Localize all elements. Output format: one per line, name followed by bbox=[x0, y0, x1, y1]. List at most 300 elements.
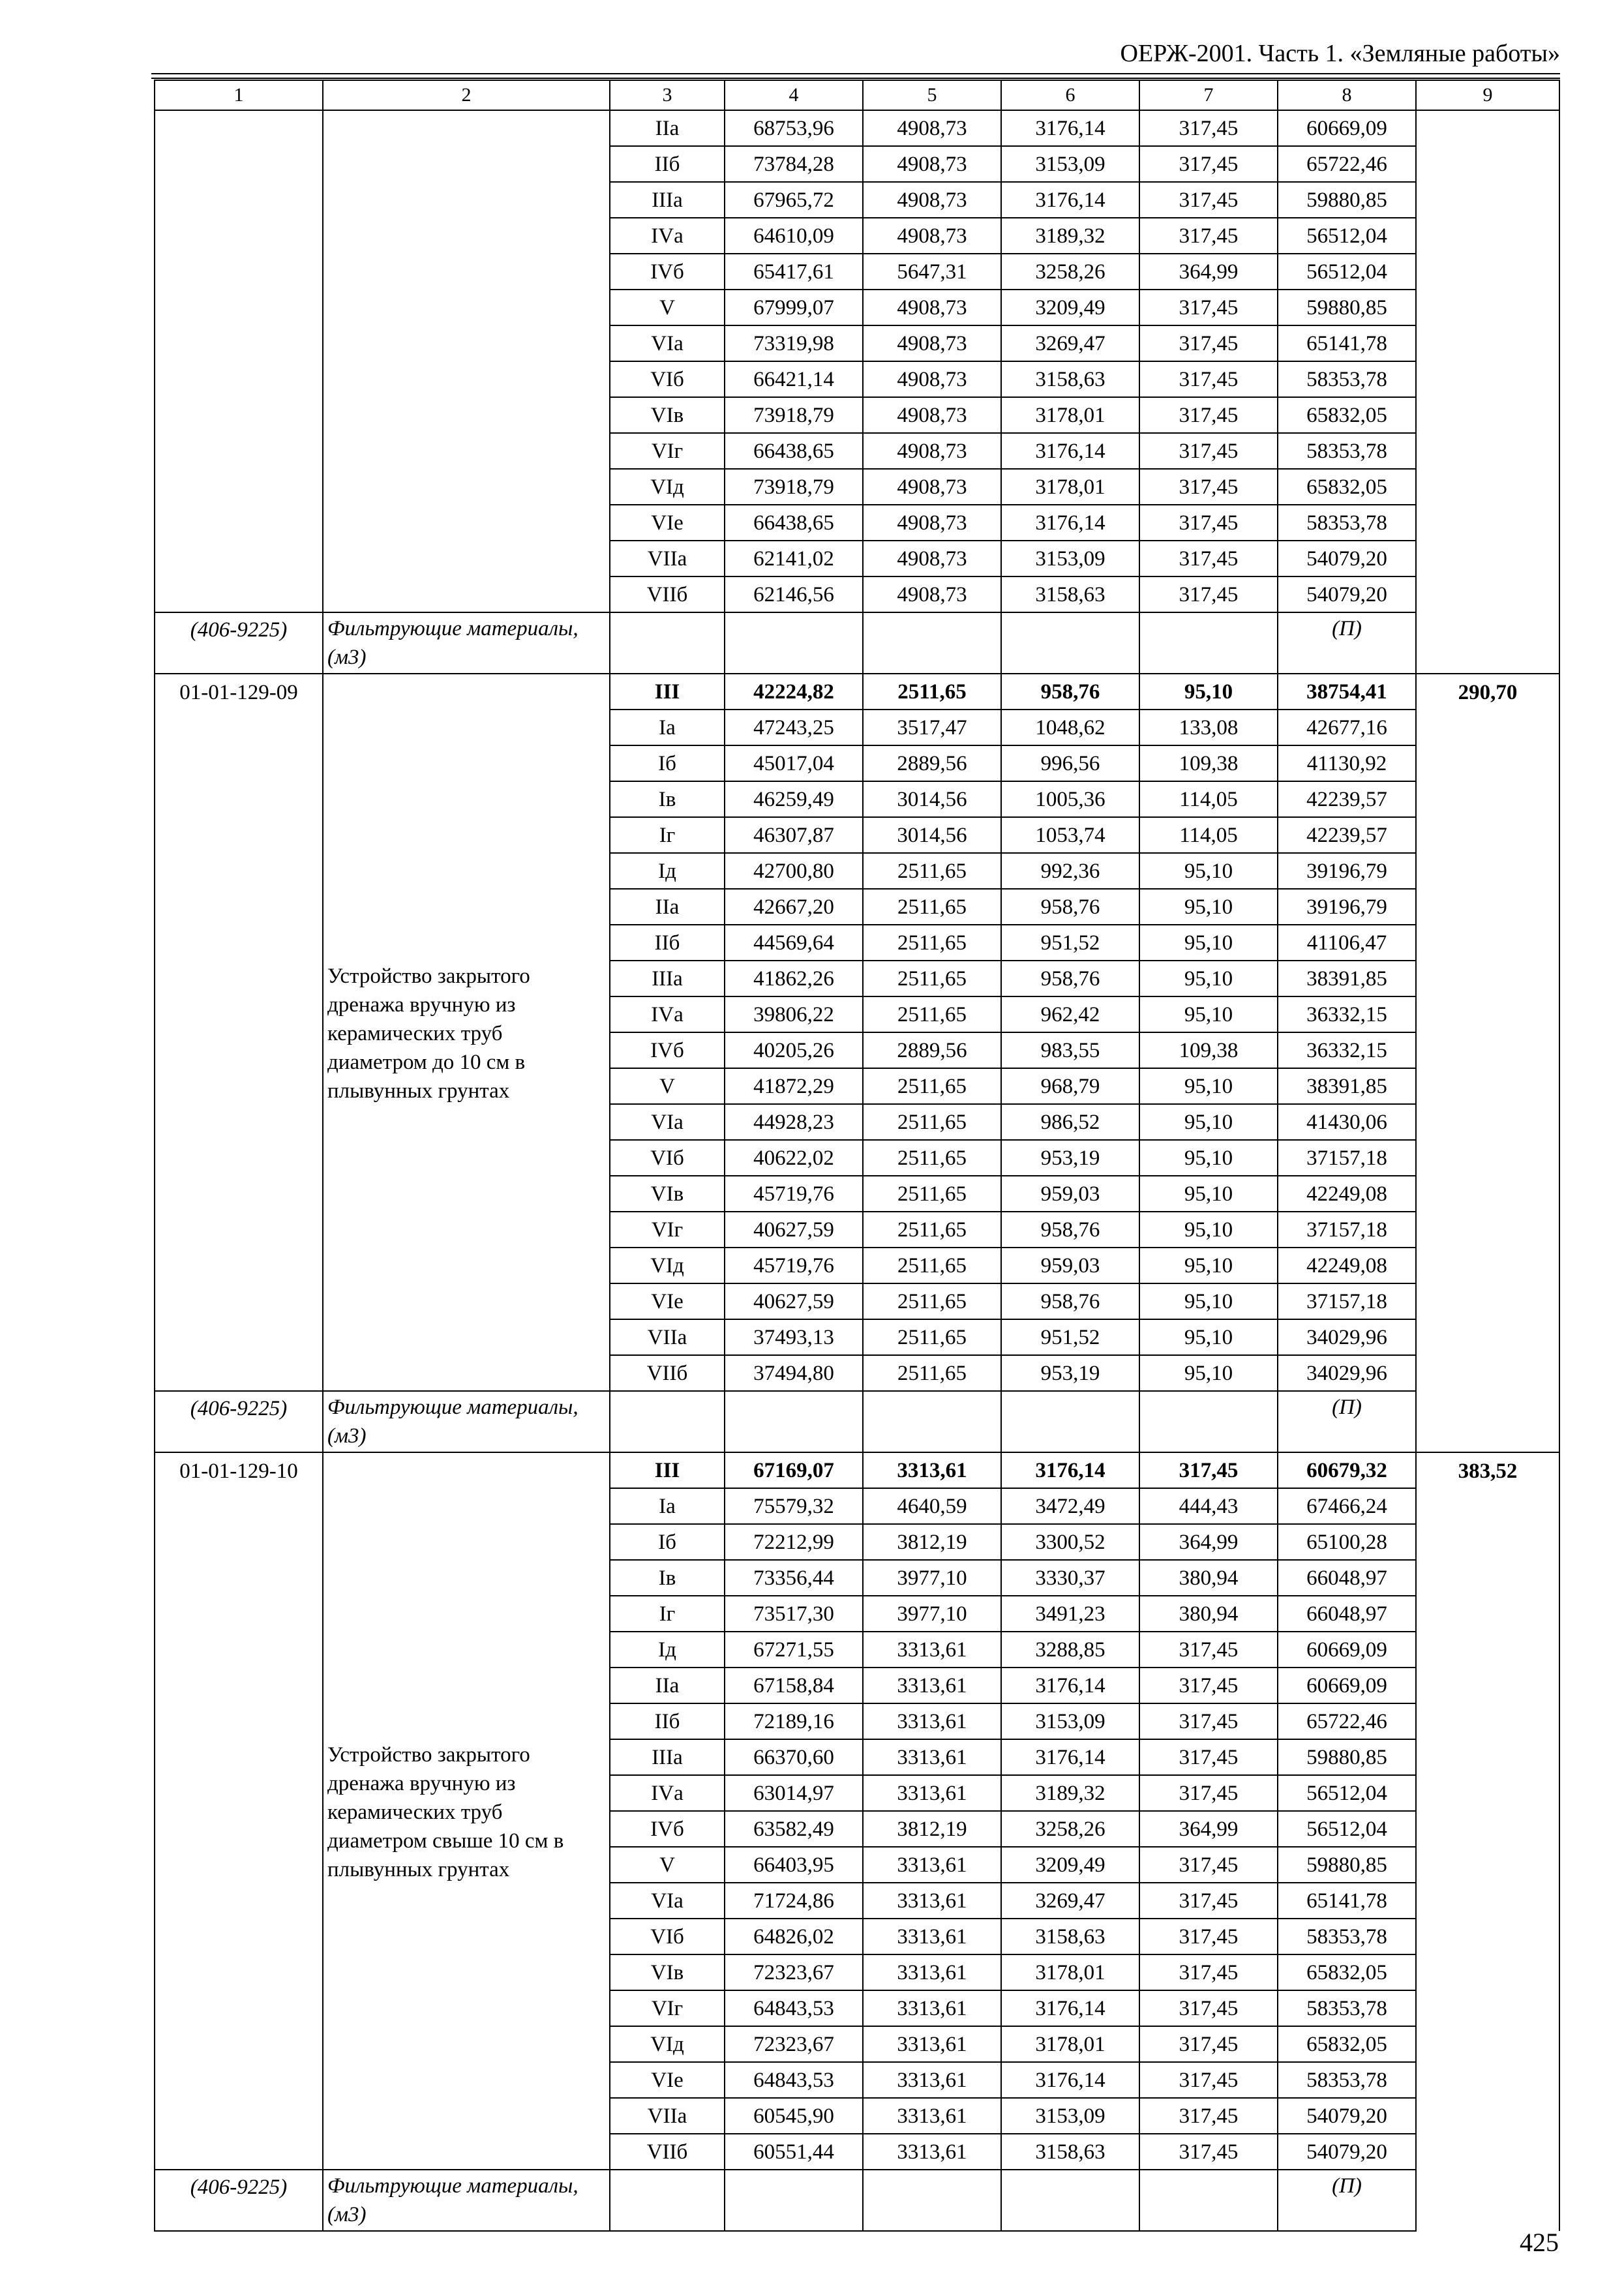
value-cell: 3491,23 bbox=[1001, 1596, 1139, 1632]
value-cell: 73319,98 bbox=[725, 325, 863, 361]
value-cell: 95,10 bbox=[1139, 1104, 1278, 1140]
value-cell: 42700,80 bbox=[725, 853, 863, 889]
value-cell: 58353,78 bbox=[1278, 361, 1416, 397]
value-cell: 73918,79 bbox=[725, 469, 863, 505]
value-cell: 95,10 bbox=[1139, 1355, 1278, 1391]
filter-material-note: (П) bbox=[1278, 1391, 1416, 1452]
soil-class-cell: VIе bbox=[610, 1283, 725, 1319]
value-cell: 42677,16 bbox=[1278, 710, 1416, 745]
value-cell: 65722,46 bbox=[1278, 146, 1416, 182]
soil-class-cell: III bbox=[610, 674, 725, 710]
value-cell: 65141,78 bbox=[1278, 1883, 1416, 1919]
value-cell: 42224,82 bbox=[725, 674, 863, 710]
value-cell: 4908,73 bbox=[863, 110, 1001, 146]
value-cell: 40627,59 bbox=[725, 1283, 863, 1319]
soil-class-cell: VIд bbox=[610, 1248, 725, 1283]
value-cell: 34029,96 bbox=[1278, 1355, 1416, 1391]
soil-class-cell: VIб bbox=[610, 1919, 725, 1954]
labor-cost-cell bbox=[1416, 110, 1559, 674]
value-cell: 2511,65 bbox=[863, 961, 1001, 996]
value-cell: 2889,56 bbox=[863, 1032, 1001, 1068]
value-cell: 364,99 bbox=[1139, 1811, 1278, 1847]
soil-class-cell: Iв bbox=[610, 1560, 725, 1596]
value-cell: 66438,65 bbox=[725, 433, 863, 469]
value-cell: 3517,47 bbox=[863, 710, 1001, 745]
value-cell: 62146,56 bbox=[725, 576, 863, 612]
value-cell: 66370,60 bbox=[725, 1739, 863, 1775]
soil-class-cell: VIIб bbox=[610, 576, 725, 612]
value-cell: 3158,63 bbox=[1001, 2134, 1139, 2170]
value-cell: 5647,31 bbox=[863, 254, 1001, 290]
filter-material-row bbox=[155, 1391, 1559, 1452]
value-cell: 3313,61 bbox=[863, 1919, 1001, 1954]
value-cell: 95,10 bbox=[1139, 1140, 1278, 1176]
table-row bbox=[155, 1452, 1559, 1488]
column-header: 7 bbox=[1139, 80, 1278, 110]
soil-class-cell: VIв bbox=[610, 397, 725, 433]
value-cell: 3313,61 bbox=[863, 2134, 1001, 2170]
value-cell: 1005,36 bbox=[1001, 781, 1139, 817]
empty-cell bbox=[863, 2170, 1001, 2231]
soil-class-cell: V bbox=[610, 290, 725, 325]
value-cell: 317,45 bbox=[1139, 397, 1278, 433]
value-cell: 3178,01 bbox=[1001, 469, 1139, 505]
soil-class-cell: IVа bbox=[610, 1775, 725, 1811]
soil-class-cell: VIа bbox=[610, 325, 725, 361]
soil-class-cell: Iд bbox=[610, 1632, 725, 1668]
value-cell: 3014,56 bbox=[863, 781, 1001, 817]
value-cell: 95,10 bbox=[1139, 1248, 1278, 1283]
header-rule bbox=[151, 73, 1560, 79]
soil-class-cell: Iб bbox=[610, 1524, 725, 1560]
value-cell: 317,45 bbox=[1139, 1739, 1278, 1775]
value-cell: 317,45 bbox=[1139, 469, 1278, 505]
value-cell: 317,45 bbox=[1139, 1775, 1278, 1811]
soil-class-cell: VIа bbox=[610, 1883, 725, 1919]
value-cell: 54079,20 bbox=[1278, 541, 1416, 576]
value-cell: 2511,65 bbox=[863, 1283, 1001, 1319]
value-cell: 2511,65 bbox=[863, 925, 1001, 961]
soil-class-cell: VIд bbox=[610, 2026, 725, 2062]
value-cell: 364,99 bbox=[1139, 1524, 1278, 1560]
value-cell: 66421,14 bbox=[725, 361, 863, 397]
value-cell: 63014,97 bbox=[725, 1775, 863, 1811]
soil-class-cell: VIг bbox=[610, 433, 725, 469]
value-cell: 36332,15 bbox=[1278, 1032, 1416, 1068]
page-number: 425 bbox=[1520, 2228, 1559, 2257]
value-cell: 2511,65 bbox=[863, 853, 1001, 889]
value-cell: 42249,08 bbox=[1278, 1176, 1416, 1212]
value-cell: 37157,18 bbox=[1278, 1212, 1416, 1248]
value-cell: 3014,56 bbox=[863, 817, 1001, 853]
table-header bbox=[155, 80, 1559, 110]
value-cell: 66403,95 bbox=[725, 1847, 863, 1883]
value-cell: 317,45 bbox=[1139, 1990, 1278, 2026]
value-cell: 56512,04 bbox=[1278, 1811, 1416, 1847]
value-cell: 54079,20 bbox=[1278, 576, 1416, 612]
value-cell: 3288,85 bbox=[1001, 1632, 1139, 1668]
value-cell: 3176,14 bbox=[1001, 1990, 1139, 2026]
value-cell: 59880,85 bbox=[1278, 1739, 1416, 1775]
value-cell: 3977,10 bbox=[863, 1596, 1001, 1632]
value-cell: 58353,78 bbox=[1278, 2062, 1416, 2098]
value-cell: 65141,78 bbox=[1278, 325, 1416, 361]
value-cell: 42239,57 bbox=[1278, 781, 1416, 817]
value-cell: 65722,46 bbox=[1278, 1703, 1416, 1739]
soil-class-cell: VIе bbox=[610, 2062, 725, 2098]
soil-class-cell: Iг bbox=[610, 1596, 725, 1632]
value-cell: 3812,19 bbox=[863, 1524, 1001, 1560]
value-cell: 317,45 bbox=[1139, 1632, 1278, 1668]
value-cell: 66048,97 bbox=[1278, 1560, 1416, 1596]
value-cell: 133,08 bbox=[1139, 710, 1278, 745]
value-cell: 3313,61 bbox=[863, 2098, 1001, 2134]
column-header: 9 bbox=[1416, 80, 1559, 110]
value-cell: 1048,62 bbox=[1001, 710, 1139, 745]
value-cell: 95,10 bbox=[1139, 1176, 1278, 1212]
value-cell: 317,45 bbox=[1139, 576, 1278, 612]
value-cell: 3176,14 bbox=[1001, 1668, 1139, 1703]
value-cell: 41130,92 bbox=[1278, 745, 1416, 781]
value-cell: 40205,26 bbox=[725, 1032, 863, 1068]
value-cell: 3189,32 bbox=[1001, 218, 1139, 254]
empty-cell bbox=[1001, 1391, 1139, 1452]
value-cell: 73517,30 bbox=[725, 1596, 863, 1632]
labor-cost-cell: 290,70 bbox=[1416, 674, 1559, 1452]
value-cell: 2511,65 bbox=[863, 1104, 1001, 1140]
value-cell: 39196,79 bbox=[1278, 889, 1416, 925]
value-cell: 2511,65 bbox=[863, 1176, 1001, 1212]
value-cell: 114,05 bbox=[1139, 781, 1278, 817]
value-cell: 3330,37 bbox=[1001, 1560, 1139, 1596]
value-cell: 3153,09 bbox=[1001, 146, 1139, 182]
value-cell: 95,10 bbox=[1139, 1319, 1278, 1355]
empty-cell bbox=[863, 1391, 1001, 1452]
value-cell: 968,79 bbox=[1001, 1068, 1139, 1104]
empty-cell bbox=[1139, 1391, 1278, 1452]
norm-code: 01-01-129-10 bbox=[155, 1452, 323, 2170]
value-cell: 59880,85 bbox=[1278, 182, 1416, 218]
soil-class-cell: Iг bbox=[610, 817, 725, 853]
value-cell: 45017,04 bbox=[725, 745, 863, 781]
value-cell: 95,10 bbox=[1139, 1212, 1278, 1248]
value-cell: 3176,14 bbox=[1001, 110, 1139, 146]
value-cell: 58353,78 bbox=[1278, 433, 1416, 469]
value-cell: 40622,02 bbox=[725, 1140, 863, 1176]
value-cell: 4908,73 bbox=[863, 361, 1001, 397]
value-cell: 1053,74 bbox=[1001, 817, 1139, 853]
value-cell: 64826,02 bbox=[725, 1919, 863, 1954]
value-cell: 3189,32 bbox=[1001, 1775, 1139, 1811]
value-cell: 72189,16 bbox=[725, 1703, 863, 1739]
value-cell: 60669,09 bbox=[1278, 1668, 1416, 1703]
value-cell: 3258,26 bbox=[1001, 1811, 1139, 1847]
value-cell: 3313,61 bbox=[863, 1632, 1001, 1668]
value-cell: 37494,80 bbox=[725, 1355, 863, 1391]
value-cell: 45719,76 bbox=[725, 1248, 863, 1283]
value-cell: 65832,05 bbox=[1278, 469, 1416, 505]
value-cell: 41430,06 bbox=[1278, 1104, 1416, 1140]
empty-cell bbox=[1139, 2170, 1278, 2231]
value-cell: 72323,67 bbox=[725, 1954, 863, 1990]
soil-class-cell: VIв bbox=[610, 1176, 725, 1212]
value-cell: 42667,20 bbox=[725, 889, 863, 925]
value-cell: 75579,32 bbox=[725, 1488, 863, 1524]
value-cell: 958,76 bbox=[1001, 674, 1139, 710]
value-cell: 58353,78 bbox=[1278, 505, 1416, 541]
column-header: 3 bbox=[610, 80, 725, 110]
soil-class-cell: IIа bbox=[610, 1668, 725, 1703]
value-cell: 45719,76 bbox=[725, 1176, 863, 1212]
value-cell: 3313,61 bbox=[863, 1703, 1001, 1739]
soil-class-cell: IIб bbox=[610, 1703, 725, 1739]
value-cell: 2511,65 bbox=[863, 889, 1001, 925]
value-cell: 60551,44 bbox=[725, 2134, 863, 2170]
value-cell: 3269,47 bbox=[1001, 325, 1139, 361]
value-cell: 986,52 bbox=[1001, 1104, 1139, 1140]
value-cell: 44569,64 bbox=[725, 925, 863, 961]
value-cell: 4908,73 bbox=[863, 325, 1001, 361]
value-cell: 317,45 bbox=[1139, 433, 1278, 469]
value-cell: 58353,78 bbox=[1278, 1919, 1416, 1954]
soil-class-cell: VIIа bbox=[610, 1319, 725, 1355]
empty-cell bbox=[863, 612, 1001, 674]
value-cell: 95,10 bbox=[1139, 996, 1278, 1032]
soil-class-cell: VIIб bbox=[610, 1355, 725, 1391]
value-cell: 41862,26 bbox=[725, 961, 863, 996]
value-cell: 3209,49 bbox=[1001, 1847, 1139, 1883]
value-cell: 2511,65 bbox=[863, 1319, 1001, 1355]
value-cell: 958,76 bbox=[1001, 1283, 1139, 1319]
empty-cell bbox=[725, 612, 863, 674]
value-cell: 4908,73 bbox=[863, 146, 1001, 182]
value-cell: 56512,04 bbox=[1278, 218, 1416, 254]
soil-class-cell: VIIа bbox=[610, 541, 725, 576]
value-cell: 65100,28 bbox=[1278, 1524, 1416, 1560]
value-cell: 3977,10 bbox=[863, 1560, 1001, 1596]
value-cell: 62141,02 bbox=[725, 541, 863, 576]
soil-class-cell: IIIа bbox=[610, 1739, 725, 1775]
value-cell: 64610,09 bbox=[725, 218, 863, 254]
value-cell: 3176,14 bbox=[1001, 2062, 1139, 2098]
value-cell: 317,45 bbox=[1139, 218, 1278, 254]
value-cell: 41106,47 bbox=[1278, 925, 1416, 961]
filter-material-row bbox=[155, 2170, 1559, 2231]
value-cell: 60669,09 bbox=[1278, 1632, 1416, 1668]
value-cell: 4908,73 bbox=[863, 541, 1001, 576]
soil-class-cell: VIIа bbox=[610, 2098, 725, 2134]
value-cell: 37157,18 bbox=[1278, 1283, 1416, 1319]
value-cell: 3158,63 bbox=[1001, 1919, 1139, 1954]
value-cell: 68753,96 bbox=[725, 110, 863, 146]
value-cell: 59880,85 bbox=[1278, 290, 1416, 325]
value-cell: 4908,73 bbox=[863, 182, 1001, 218]
value-cell: 317,45 bbox=[1139, 1452, 1278, 1488]
norms-table bbox=[154, 80, 1560, 2232]
soil-class-cell: VIг bbox=[610, 1990, 725, 2026]
value-cell: 3178,01 bbox=[1001, 397, 1139, 433]
value-cell: 42249,08 bbox=[1278, 1248, 1416, 1283]
value-cell: 958,76 bbox=[1001, 1212, 1139, 1248]
value-cell: 992,36 bbox=[1001, 853, 1139, 889]
soil-class-cell: IVб bbox=[610, 1811, 725, 1847]
value-cell: 3313,61 bbox=[863, 1883, 1001, 1919]
empty-cell bbox=[725, 2170, 863, 2231]
value-cell: 95,10 bbox=[1139, 674, 1278, 710]
value-cell: 951,52 bbox=[1001, 925, 1139, 961]
value-cell: 962,42 bbox=[1001, 996, 1139, 1032]
value-cell: 4908,73 bbox=[863, 290, 1001, 325]
value-cell: 364,99 bbox=[1139, 254, 1278, 290]
value-cell: 64843,53 bbox=[725, 2062, 863, 2098]
value-cell: 3176,14 bbox=[1001, 1739, 1139, 1775]
value-cell: 3472,49 bbox=[1001, 1488, 1139, 1524]
value-cell: 3209,49 bbox=[1001, 290, 1139, 325]
value-cell: 444,43 bbox=[1139, 1488, 1278, 1524]
value-cell: 65832,05 bbox=[1278, 397, 1416, 433]
value-cell: 3300,52 bbox=[1001, 1524, 1139, 1560]
soil-class-cell: VIIб bbox=[610, 2134, 725, 2170]
soil-class-cell: VIе bbox=[610, 505, 725, 541]
value-cell: 4908,73 bbox=[863, 397, 1001, 433]
value-cell: 60545,90 bbox=[725, 2098, 863, 2134]
value-cell: 58353,78 bbox=[1278, 1990, 1416, 2026]
value-cell: 109,38 bbox=[1139, 1032, 1278, 1068]
soil-class-cell: Iд bbox=[610, 853, 725, 889]
value-cell: 38391,85 bbox=[1278, 1068, 1416, 1104]
value-cell: 380,94 bbox=[1139, 1596, 1278, 1632]
value-cell: 2511,65 bbox=[863, 1140, 1001, 1176]
empty-cell bbox=[610, 1391, 725, 1452]
soil-class-cell: III bbox=[610, 1452, 725, 1488]
value-cell: 71724,86 bbox=[725, 1883, 863, 1919]
value-cell: 4640,59 bbox=[863, 1488, 1001, 1524]
norm-description: Устройство закрытого дренажа вручную из керамических труб диаметром до 10 см в плывунных грунтах bbox=[323, 674, 610, 1391]
value-cell: 2511,65 bbox=[863, 996, 1001, 1032]
value-cell: 37157,18 bbox=[1278, 1140, 1416, 1176]
value-cell: 317,45 bbox=[1139, 325, 1278, 361]
value-cell: 95,10 bbox=[1139, 1068, 1278, 1104]
value-cell: 317,45 bbox=[1139, 1703, 1278, 1739]
value-cell: 42239,57 bbox=[1278, 817, 1416, 853]
empty-cell bbox=[610, 2170, 725, 2231]
value-cell: 959,03 bbox=[1001, 1248, 1139, 1283]
value-cell: 3313,61 bbox=[863, 1739, 1001, 1775]
value-cell: 3176,14 bbox=[1001, 505, 1139, 541]
soil-class-cell: V bbox=[610, 1068, 725, 1104]
soil-class-cell: Iа bbox=[610, 710, 725, 745]
value-cell: 317,45 bbox=[1139, 2134, 1278, 2170]
value-cell: 958,76 bbox=[1001, 961, 1139, 996]
value-cell: 2889,56 bbox=[863, 745, 1001, 781]
value-cell: 56512,04 bbox=[1278, 254, 1416, 290]
soil-class-cell: VIв bbox=[610, 1954, 725, 1990]
value-cell: 317,45 bbox=[1139, 110, 1278, 146]
soil-class-cell: IIб bbox=[610, 925, 725, 961]
value-cell: 958,76 bbox=[1001, 889, 1139, 925]
value-cell: 317,45 bbox=[1139, 541, 1278, 576]
value-cell: 3176,14 bbox=[1001, 1452, 1139, 1488]
value-cell: 4908,73 bbox=[863, 505, 1001, 541]
value-cell: 2511,65 bbox=[863, 1355, 1001, 1391]
value-cell: 56512,04 bbox=[1278, 1775, 1416, 1811]
value-cell: 317,45 bbox=[1139, 1919, 1278, 1954]
soil-class-cell: IIб bbox=[610, 146, 725, 182]
value-cell: 317,45 bbox=[1139, 1883, 1278, 1919]
value-cell: 3812,19 bbox=[863, 1811, 1001, 1847]
soil-class-cell: IVа bbox=[610, 218, 725, 254]
value-cell: 317,45 bbox=[1139, 361, 1278, 397]
value-cell: 3269,47 bbox=[1001, 1883, 1139, 1919]
value-cell: 380,94 bbox=[1139, 1560, 1278, 1596]
value-cell: 3258,26 bbox=[1001, 254, 1139, 290]
filter-material-code: (406-9225) bbox=[155, 612, 323, 674]
value-cell: 3178,01 bbox=[1001, 1954, 1139, 1990]
value-cell: 67999,07 bbox=[725, 290, 863, 325]
value-cell: 67965,72 bbox=[725, 182, 863, 218]
norm-code bbox=[155, 110, 323, 612]
soil-class-cell: VIг bbox=[610, 1212, 725, 1248]
column-header: 1 bbox=[155, 80, 323, 110]
value-cell: 3153,09 bbox=[1001, 541, 1139, 576]
table-row bbox=[155, 110, 1559, 146]
value-cell: 3158,63 bbox=[1001, 361, 1139, 397]
labor-cost-cell: 383,52 bbox=[1416, 1452, 1559, 2231]
value-cell: 66048,97 bbox=[1278, 1596, 1416, 1632]
value-cell: 67466,24 bbox=[1278, 1488, 1416, 1524]
value-cell: 65417,61 bbox=[725, 254, 863, 290]
value-cell: 317,45 bbox=[1139, 290, 1278, 325]
value-cell: 37493,13 bbox=[725, 1319, 863, 1355]
soil-class-cell: IIа bbox=[610, 889, 725, 925]
value-cell: 73918,79 bbox=[725, 397, 863, 433]
soil-class-cell: IVб bbox=[610, 1032, 725, 1068]
column-header: 2 bbox=[323, 80, 610, 110]
value-cell: 95,10 bbox=[1139, 853, 1278, 889]
empty-cell bbox=[610, 612, 725, 674]
value-cell: 34029,96 bbox=[1278, 1319, 1416, 1355]
page-header-title: ОЕРЖ-2001. Часть 1. «Земляные работы» bbox=[1120, 40, 1560, 67]
filter-material-note: (П) bbox=[1278, 612, 1416, 674]
value-cell: 39806,22 bbox=[725, 996, 863, 1032]
value-cell: 951,52 bbox=[1001, 1319, 1139, 1355]
value-cell: 95,10 bbox=[1139, 1283, 1278, 1319]
value-cell: 40627,59 bbox=[725, 1212, 863, 1248]
value-cell: 317,45 bbox=[1139, 2062, 1278, 2098]
value-cell: 44928,23 bbox=[725, 1104, 863, 1140]
value-cell: 65832,05 bbox=[1278, 1954, 1416, 1990]
value-cell: 72212,99 bbox=[725, 1524, 863, 1560]
value-cell: 317,45 bbox=[1139, 2098, 1278, 2134]
value-cell: 46307,87 bbox=[725, 817, 863, 853]
filter-material-row bbox=[155, 612, 1559, 674]
value-cell: 41872,29 bbox=[725, 1068, 863, 1104]
value-cell: 73784,28 bbox=[725, 146, 863, 182]
value-cell: 317,45 bbox=[1139, 1954, 1278, 1990]
column-header: 8 bbox=[1278, 80, 1416, 110]
table-body bbox=[155, 110, 1559, 2231]
filter-material-name: Фильтрующие материалы, (м3) bbox=[323, 2170, 610, 2231]
value-cell: 4908,73 bbox=[863, 469, 1001, 505]
soil-class-cell: IVб bbox=[610, 254, 725, 290]
value-cell: 60669,09 bbox=[1278, 110, 1416, 146]
value-cell: 3178,01 bbox=[1001, 2026, 1139, 2062]
soil-class-cell: Iа bbox=[610, 1488, 725, 1524]
value-cell: 3313,61 bbox=[863, 1668, 1001, 1703]
value-cell: 959,03 bbox=[1001, 1176, 1139, 1212]
column-header: 4 bbox=[725, 80, 863, 110]
value-cell: 95,10 bbox=[1139, 889, 1278, 925]
